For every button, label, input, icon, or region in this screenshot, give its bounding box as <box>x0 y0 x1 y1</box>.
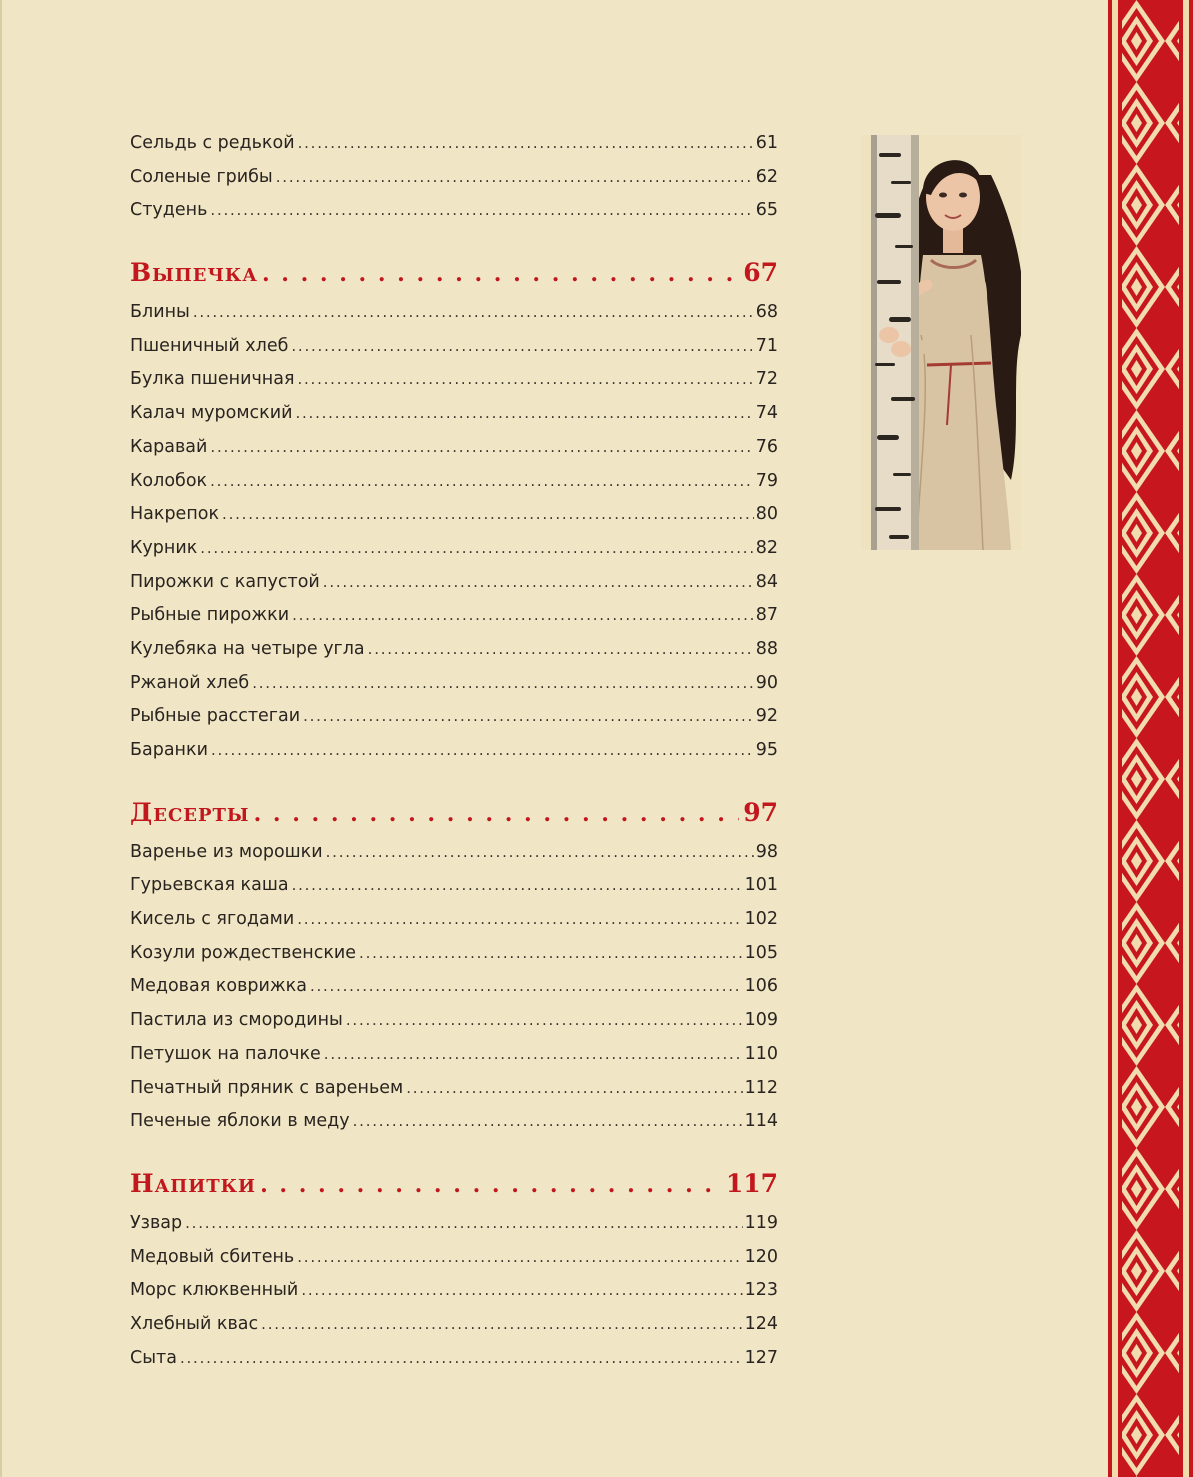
dot-leader <box>303 700 754 734</box>
entry-title: Медовая коврижка <box>130 976 307 997</box>
dot-leader <box>323 566 754 600</box>
entry-page-number: 61 <box>755 133 778 153</box>
section-title: Выпечка <box>130 258 258 288</box>
dot-leader <box>326 836 754 870</box>
entry-title: Булка пшеничная <box>130 369 295 390</box>
dot-leader <box>298 127 754 161</box>
entry-title: Хлебный квас <box>130 1313 259 1334</box>
toc-entry <box>130 667 778 701</box>
dot-leader <box>261 1308 742 1342</box>
entry-title: Каравай <box>130 436 208 457</box>
dot-leader <box>359 937 743 971</box>
dot-leader <box>297 1241 742 1275</box>
toc-entry <box>130 1072 778 1106</box>
entry-page-number: 120 <box>744 1246 778 1267</box>
entry-title: Пастила из смородины <box>130 1010 343 1031</box>
entry-page-number: 88 <box>755 638 778 659</box>
toc-entry <box>130 465 778 499</box>
dot-leader <box>291 330 753 364</box>
entry-title: Сыта <box>130 1347 177 1368</box>
dot-leader <box>210 465 754 499</box>
section-page-number: 117 <box>725 1168 778 1198</box>
section-title: Напитки <box>130 1168 257 1198</box>
entry-page-number: 92 <box>755 706 778 727</box>
dot-leader <box>185 1207 742 1241</box>
entry-page-number: 76 <box>755 436 778 457</box>
entry-page-number: 112 <box>744 1077 778 1098</box>
toc-entry <box>130 498 778 532</box>
entry-title: Ржаной хлеб <box>130 672 250 693</box>
entry-page-number: 87 <box>755 605 778 626</box>
dot-leader <box>292 599 754 633</box>
toc-entry <box>130 363 778 397</box>
toc-entry <box>130 970 778 1004</box>
entry-page-number: 84 <box>755 571 778 592</box>
dot-leader <box>252 667 753 701</box>
dot-leader <box>276 161 754 195</box>
dot-leader <box>297 363 753 397</box>
entry-page-number: 62 <box>755 166 778 187</box>
dot-leader <box>292 869 743 903</box>
toc-entry <box>130 1207 778 1241</box>
page-edge <box>0 0 2 1477</box>
dot-leader <box>301 1274 742 1308</box>
dot-leader <box>353 1105 743 1139</box>
entry-title: Калач муромский <box>130 403 293 424</box>
toc-entry <box>130 431 778 465</box>
entry-title: Печеные яблоки в меду <box>130 1111 350 1132</box>
toc-entry <box>130 161 778 195</box>
toc-entry <box>130 1342 778 1376</box>
entry-page-number: 71 <box>755 335 778 356</box>
entry-page-number: 127 <box>744 1347 778 1368</box>
section-page-number: 67 <box>743 258 778 288</box>
entry-title: Петушок на палочке <box>130 1043 321 1064</box>
toc-section-heading <box>130 250 778 296</box>
entry-title: Кисель с ягодами <box>130 909 295 930</box>
entry-page-number: 79 <box>755 470 778 491</box>
dot-leader <box>297 903 742 937</box>
entry-title: Узвар <box>130 1212 183 1233</box>
entry-title: Козули рождественские <box>130 942 357 963</box>
entry-title: Колобок <box>130 470 208 491</box>
toc-entry <box>130 937 778 971</box>
entry-page-number: 110 <box>744 1043 778 1064</box>
entry-page-number: 123 <box>744 1280 778 1301</box>
entry-title: Сельдь с редькой <box>130 133 295 153</box>
entry-page-number: 114 <box>744 1111 778 1132</box>
entry-title: Кулебяка на четыре угла <box>130 638 365 659</box>
toc-entry <box>130 330 778 364</box>
table-of-contents <box>130 127 778 1375</box>
dot-leader <box>210 194 753 228</box>
entry-title: Курник <box>130 537 198 558</box>
entry-title: Медовый сбитень <box>130 1246 295 1267</box>
entry-title: Пшеничный хлеб <box>130 335 289 356</box>
entry-page-number: 65 <box>755 200 778 221</box>
entry-title: Варенье из морошки <box>130 841 323 862</box>
section-page-number: 97 <box>743 797 778 827</box>
dot-leader <box>260 1162 722 1207</box>
dot-leader <box>211 734 754 768</box>
dot-leader <box>222 498 754 532</box>
entry-page-number: 109 <box>744 1010 778 1031</box>
toc-section-heading <box>130 790 778 836</box>
entry-title: Рыбные пирожки <box>130 605 290 626</box>
entry-page-number: 101 <box>744 875 778 896</box>
entry-page-number: 95 <box>755 740 778 760</box>
entry-title: Печатный пряник с вареньем <box>130 1077 404 1098</box>
entry-page-number: 106 <box>744 976 778 997</box>
dot-leader <box>346 1004 743 1038</box>
entry-title: Морс клюквенный <box>130 1280 299 1301</box>
entry-title: Накрепок <box>130 504 220 525</box>
dot-leader <box>406 1072 742 1106</box>
dot-leader <box>295 397 753 431</box>
toc-entry <box>130 903 778 937</box>
dot-leader <box>180 1342 743 1376</box>
entry-page-number: 80 <box>755 504 778 525</box>
toc-entry <box>130 1308 778 1342</box>
entry-title: Баранки <box>130 740 208 760</box>
toc-entry <box>130 532 778 566</box>
dot-leader <box>200 532 753 566</box>
dot-leader <box>368 633 754 667</box>
toc-entry <box>130 1241 778 1275</box>
entry-page-number: 72 <box>755 369 778 390</box>
entry-title: Студень <box>130 200 208 221</box>
entry-title: Соленые грибы <box>130 166 273 187</box>
dot-leader <box>193 296 754 330</box>
toc-entry <box>130 836 778 870</box>
toc-section-heading <box>130 1161 778 1207</box>
toc-entry <box>130 1038 778 1072</box>
entry-page-number: 90 <box>755 672 778 693</box>
toc-entry <box>130 633 778 667</box>
entry-page-number: 124 <box>744 1313 778 1334</box>
toc-entry <box>130 700 778 734</box>
toc-entry <box>130 127 778 161</box>
entry-page-number: 105 <box>744 942 778 963</box>
toc-entry <box>130 566 778 600</box>
folk-ornament-border <box>1108 0 1193 1477</box>
dot-leader <box>324 1038 743 1072</box>
entry-page-number: 102 <box>744 909 778 930</box>
toc-entry <box>130 397 778 431</box>
toc-entry <box>130 194 778 228</box>
toc-entry <box>130 869 778 903</box>
dot-leader <box>310 970 743 1004</box>
toc-entry <box>130 599 778 633</box>
entry-page-number: 74 <box>755 403 778 424</box>
girl-with-birch-illustration <box>861 135 1021 550</box>
toc-entry <box>130 1105 778 1139</box>
section-title: Десерты <box>130 797 250 827</box>
toc-entry <box>130 1004 778 1038</box>
dot-leader <box>254 791 740 836</box>
dot-leader <box>262 251 739 296</box>
dot-leader <box>210 431 753 465</box>
toc-entry <box>130 1274 778 1308</box>
entry-page-number: 98 <box>755 841 778 862</box>
entry-title: Рыбные расстегаи <box>130 706 301 727</box>
toc-entry <box>130 296 778 330</box>
entry-page-number: 82 <box>755 537 778 558</box>
entry-title: Пирожки с капустой <box>130 571 320 592</box>
toc-entry <box>130 734 778 768</box>
entry-page-number: 68 <box>755 302 778 323</box>
entry-title: Гурьевская каша <box>130 875 289 896</box>
entry-page-number: 119 <box>744 1212 778 1233</box>
entry-title: Блины <box>130 302 190 323</box>
